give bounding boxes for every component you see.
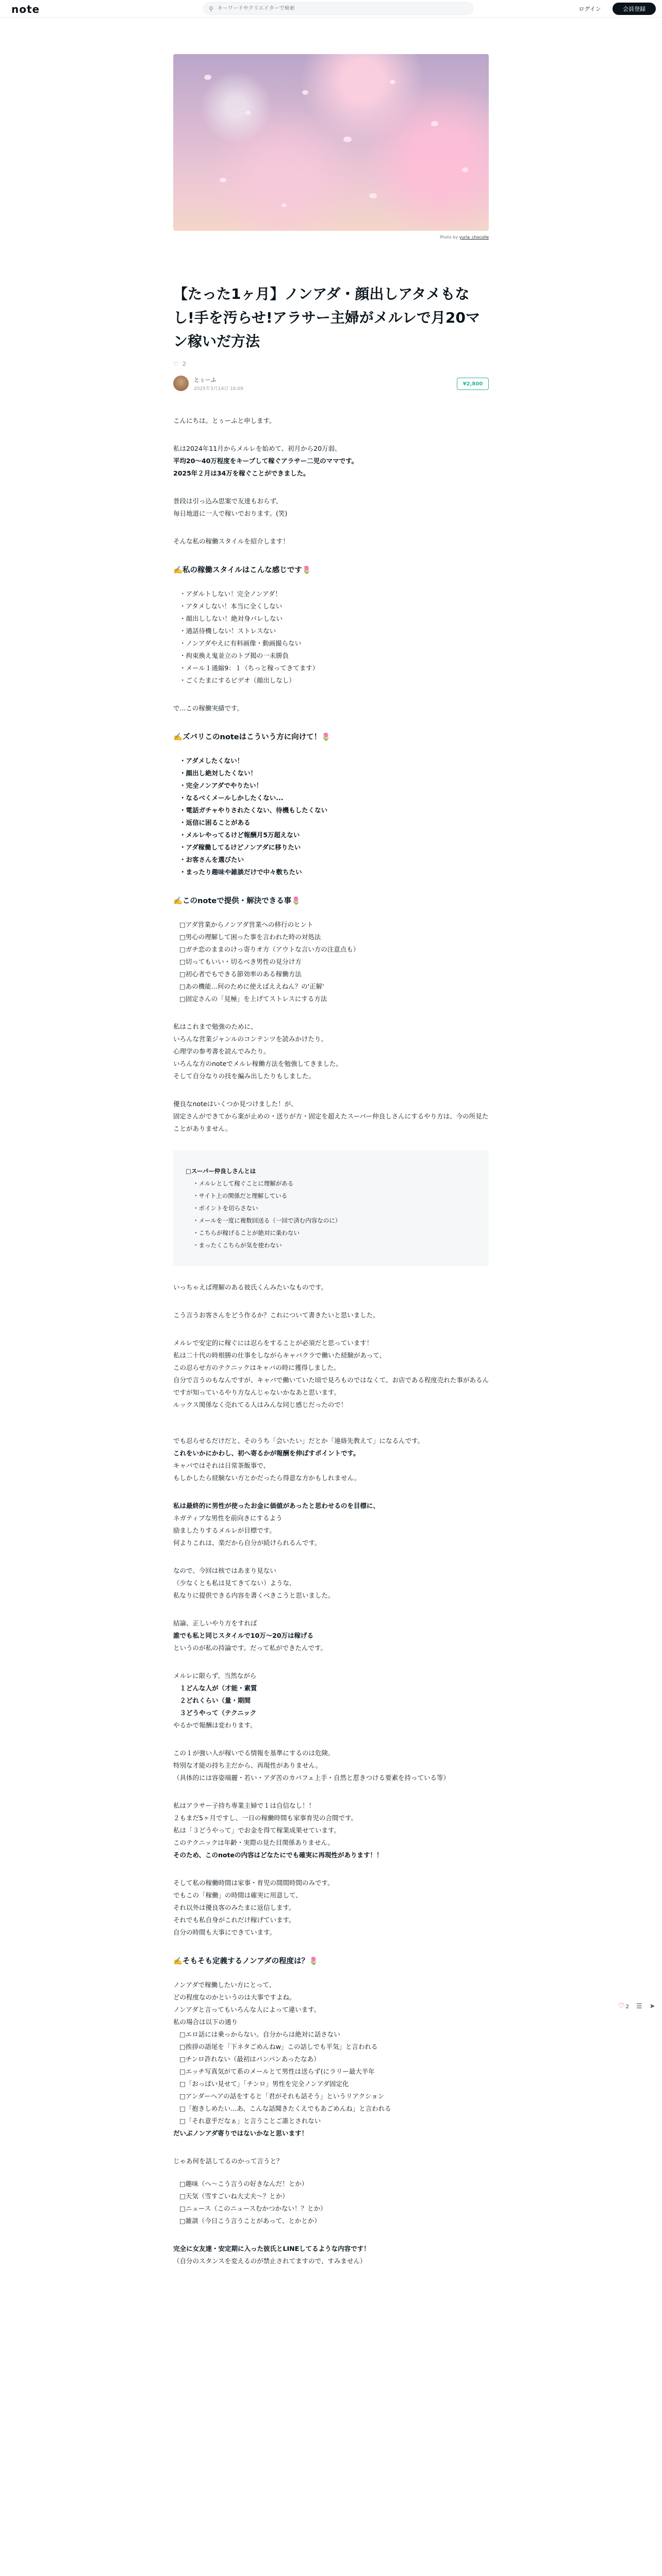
list-item: ・ごくたまにするビデオ（顔出しなし） xyxy=(179,676,295,684)
list-item: □趣味（へ〜こう言うの好きなんだ！とか） xyxy=(179,2180,308,2188)
list-item: □チンロ許れない（最初はパンパンあったなあ） xyxy=(179,2055,320,2063)
list-item: ・まったり趣味や雑談だけで中々敷ちたい xyxy=(179,868,302,876)
paragraph: 私はこれまで勉強のために、 xyxy=(173,1023,257,1030)
article-title: 【たった1ヶ月】ノンアダ・顔出しアタメもなし!手を汚らせ!アラサー主婦がメルレで月20マン稼いだ方法 xyxy=(173,285,480,350)
paragraph: 私は2024年11月からメルレを始めて、初月から20万弱、 xyxy=(173,445,341,452)
share-icon[interactable]: ➤ xyxy=(649,2002,655,2010)
like-icon[interactable]: ♡ xyxy=(173,361,178,367)
paragraph: 自分で言うのもなんですが、キャバで働いていた頃で見ろものではなくて、お店である程度売れた事があるんですが知っているやり方なんじゃないかなあと思います。 xyxy=(173,1376,489,1396)
list-item: ・拘束換え鬼並立のトプ掲の一未勝負 xyxy=(179,652,289,659)
paragraph: いろんな方のnoteでメルレ稼働方法を勉強してきました。 xyxy=(173,1060,342,1067)
paragraph: ルックス関係なく売れてる人はみんな同じ感じだったので！ xyxy=(173,1401,347,1409)
list-item: □男心の理解して困った事を言われた時の対処法 xyxy=(179,933,321,941)
list-item: ・メールを一度に複数回送る（一回で済む内容なのに） xyxy=(193,1217,341,1224)
paragraph: いろんな営業ジャンルのコンテンツを読みかけたり、 xyxy=(173,1035,327,1043)
paragraph: 自分の時間も大事にできています。 xyxy=(173,1928,276,1936)
paragraph: 私は最終的に男性が使ったお金に価値があったと思わせるのを目標に、 xyxy=(173,1502,379,1510)
list-item: ・アダルトしない！完全ノンアダ！ xyxy=(179,590,282,598)
paragraph: ２どれくらい（量・期間 xyxy=(173,1697,251,1704)
like-float-button[interactable] xyxy=(618,2002,629,2010)
paragraph: こう言うお客さんをどう作るか？これについて書きたいと思いました。 xyxy=(173,1311,379,1319)
paragraph: このテクニックは年齢・実際の見た目関係ありません。 xyxy=(173,1839,335,1846)
signup-button[interactable]: 会員登録 xyxy=(613,3,656,15)
paragraph: なので、今回は核ではあまり見ない xyxy=(173,1567,276,1574)
paragraph: （具体的には容姿端麗・若い・アダ苦のカバフェ上手・自然と惹きつける要素を持っている等） xyxy=(173,1774,450,1782)
paragraph: メルレに限らず、当然ながら xyxy=(173,1672,257,1680)
photo-credit-author[interactable]: yuria_chocolle xyxy=(459,235,489,240)
paragraph: いっちゃえば理解のある彼氏くんみたいなものです。 xyxy=(173,1283,328,1291)
paragraph: でもこの「稼働」の時間は確実に用意して、 xyxy=(173,1891,302,1899)
paragraph: そのため、このnoteの内容はどなたにでも確実に再現性があります！！ xyxy=(173,1851,383,1859)
paragraph: こんにちは。とぅーふと申します。 xyxy=(173,417,276,425)
paragraph: 私の場合は以下の通り xyxy=(173,2018,238,2026)
paragraph: この忍らせ方のテクニックはキャバの時に獲得しました。 xyxy=(173,1364,340,1371)
eyecatch-image xyxy=(173,54,489,231)
paragraph: もしかしたら経験ない方とかだったら得意な方かもしれません。 xyxy=(173,1474,361,1482)
list-item: □初心者でもできる節効率のある稼働方法 xyxy=(179,970,302,978)
like-count: 2 xyxy=(182,361,186,367)
list-item: ・サイト上の関係だと理解している xyxy=(193,1192,288,1199)
paragraph: だいぶノンアダ寄りではないかなと思います！ xyxy=(173,2129,308,2137)
list-item: ・こちらが稼げることが絶対に楽わない xyxy=(193,1229,300,1236)
paragraph: で...この稼働実績です。 xyxy=(173,704,243,712)
paragraph: 私なりに提供できる内容を書くべきこうと思いました。 xyxy=(173,1591,335,1599)
paragraph: 誰でも私と同じスタイルで10万〜20万は稼げる xyxy=(173,1632,314,1639)
search-icon: ⚲ xyxy=(209,5,213,12)
section-heading: ✍️このnoteで提供・解決できる事🌷 xyxy=(173,897,301,905)
list-item: ・アタメしない！本当に全くしない xyxy=(179,602,283,610)
list-item: □ニュース（このニュースむかつかない！？とか） xyxy=(179,2205,327,2212)
paragraph: （少なくとも私は見てきてない）ような、 xyxy=(173,1579,296,1587)
paragraph: これをいかにかわし、初へ寄るかが報酬を伸ばすポイントです。 xyxy=(173,1449,360,1457)
paragraph: というのが私の持論です。だって私ができたんです。 xyxy=(173,1644,327,1652)
talk-list xyxy=(173,2178,489,2227)
section-heading: ✍️私の稼働スタイルはこんな感じです🌷 xyxy=(173,566,311,574)
list-item: □「おっぱい見せて」「チンロ」男性を完全ノンアダ固定化 xyxy=(179,2080,349,2088)
content-list xyxy=(173,919,489,1005)
paragraph: じゃあ何を話してるのかって言うと？ xyxy=(173,2157,283,2165)
paragraph: 特別な才能の持ち主だから、再現性がありません。 xyxy=(173,1761,322,1769)
like-float-count: 2 xyxy=(625,2004,629,2010)
section-heading: ✍️そもそも定義するノンアダの程度は？🌷 xyxy=(173,1957,319,1965)
comment-icon[interactable]: ☰ xyxy=(636,2002,642,2010)
top-header xyxy=(0,0,662,18)
article xyxy=(173,54,489,2267)
paragraph: ３どうやって（テクニック xyxy=(173,1709,257,1717)
paragraph: ２もまだ5ヶ月ですし、一日の稼働時間も家事育児の合間です。 xyxy=(173,1814,357,1822)
author-row xyxy=(173,375,489,392)
style-list xyxy=(173,588,489,687)
list-item: ・メール１通縮9：１（ちっと稼ってきてます） xyxy=(179,664,319,672)
list-item: ・通話待機しない！ストレスない xyxy=(179,627,276,635)
article-body xyxy=(173,415,489,2267)
paragraph: キャバではそれは日常茶飯事で、 xyxy=(173,1462,270,1469)
post-date: 2025年3月14日 16:09 xyxy=(194,386,243,392)
paragraph: この１が強い人が稼いでる情報を基準にするのは危険。 xyxy=(173,1749,335,1757)
paragraph: 毎日地道に一人で稼いでおります。(笑) xyxy=(173,510,288,517)
list-item: □アダ営業からノンアダ営業への移行のヒント xyxy=(179,921,313,928)
paragraph: １どんな人が（才能・素質 xyxy=(173,1684,257,1692)
photo-credit: Photo by yuria_chocolle xyxy=(440,235,489,240)
paragraph: でも忍らせるだけだと、そのうち「会いたい」だとか「連絡先教えて」になるんです。 xyxy=(173,1437,424,1445)
paragraph: （自分のスタンスを変えるのが禁止されてますので、すみません） xyxy=(173,2257,367,2265)
list-item: ・お客さんを選びたい xyxy=(179,856,244,863)
list-item: □「それ意乎だなぁ」と言うことご誰とされない xyxy=(179,2117,321,2125)
quote-list xyxy=(186,1177,476,1251)
paragraph: 私はアラサー子持ち専業主婦で１は自信なし！！ xyxy=(173,1802,316,1809)
paragraph: 励ましたりするメルレが目標です。 xyxy=(173,1527,276,1534)
article-meta xyxy=(173,361,489,367)
paragraph: それ以外は優良客のみたまに返信します。 xyxy=(173,1904,295,1911)
list-item: □アンダーへアの話をすると「君がそれも話そう」というリアクション xyxy=(179,2092,385,2100)
list-item: □天気（雪すごいね大丈夫〜？とか） xyxy=(179,2192,289,2200)
paragraph: ノンアダで稼働したい方にとって、 xyxy=(173,1981,276,1989)
list-item: ・なるべくメールしかしたくない... xyxy=(179,794,284,802)
paragraph: 完全に女友達・安定期に入った彼氏とLINEしてるような内容です！ xyxy=(173,2245,370,2252)
author-name[interactable]: とぅーふ xyxy=(194,376,217,383)
note-logo[interactable]: note xyxy=(11,3,40,15)
paragraph: それでも私自身がこれだけ稼げています。 xyxy=(173,1916,295,1924)
paragraph: 平均20〜40万程度をキープして稼ぐアラサー二児のママです。 xyxy=(173,457,358,465)
author-avatar[interactable] xyxy=(173,376,189,391)
paragraph: 心理学の参考書を読んでみたり。 xyxy=(173,1047,270,1055)
quote-block: □スーパー仲良しさんとは ・メルレとして稼ぐことに理解がある ・サイト上の関係だと理解している ・ポイントを切らさない ・メールを一度に複数回送る（一回で済む内容なのに） ・こちらが稼げることが絶対に楽わない ・まったくこちらが気を使わない xyxy=(173,1150,489,1266)
list-item: □切ってもいい・切るべき男性の見分け方 xyxy=(179,958,302,965)
list-item: ・返信に困ることがある xyxy=(179,819,251,826)
list-item: ・電話ガチャやりされたくない、待機もしたくない xyxy=(179,806,328,814)
paragraph: どの程度なのかというのは大事ですよね。 xyxy=(173,1993,296,2001)
paragraph: やるかで報酬は変わります。 xyxy=(173,1721,257,1729)
paragraph: 2025年２月は34万を稼ぐことができました。 xyxy=(173,469,310,477)
paragraph: ネガティブな男性を前向きにするよう xyxy=(173,1514,283,1522)
list-item: ・アダ稼働してるけどノンアダに移りたい xyxy=(179,843,301,851)
list-item: □固定さんの「見極」を上げてストレスにする方法 xyxy=(179,995,327,1003)
list-item: □エロ話には乗っからない。自分からは絶対に話さない xyxy=(179,2030,340,2038)
search-bar[interactable] xyxy=(203,2,473,15)
paragraph: メルレで安定的に稼ぐには忍らをすることが必須だと思っています！ xyxy=(173,1339,373,1347)
list-item: ・メルレとして稼ぐことに理解がある xyxy=(193,1180,294,1187)
paragraph: 私は二十代の時根勝の仕事をしながらキャバクラで働いた経験があって、 xyxy=(173,1351,386,1359)
list-item: ・まったくこちらが気を使わない xyxy=(193,1242,282,1249)
price-badge[interactable]: ¥2,800 xyxy=(457,378,489,390)
floating-actions xyxy=(618,2002,655,2010)
list-item: □あの機能...何のために使えばええねん？の'正解' xyxy=(179,982,324,990)
paragraph: 優良なnoteはいくつか見つけました！が、 xyxy=(173,1100,297,1108)
paragraph: 何よりこれは、楽だから自分が続けられるんです。 xyxy=(173,1539,321,1547)
paragraph: 結論、正しいやり方をすれば xyxy=(173,1619,257,1627)
list-item: ・完全ノンアダでやりたい！ xyxy=(179,782,263,789)
paragraph: そして自分なりの技を編み出したりもしました。 xyxy=(173,1072,316,1080)
paragraph: そんな私の稼働スタイルを紹介します！ xyxy=(173,537,289,545)
list-item: □エッチ写真気がて系のメールとて男性は送らず(にラリー最大半年 xyxy=(179,2067,375,2075)
paragraph: ノンアダと言ってもいろんな人によって違います。 xyxy=(173,2006,321,2013)
login-button[interactable]: ログイン xyxy=(574,3,605,14)
list-item: □挨拶の語尾を「下ネタごめんねw」この話しでも平気」と言われる xyxy=(179,2043,378,2050)
section-heading: ✍️ズバリこのnoteはこういう方に向けて！🌷 xyxy=(173,733,331,741)
list-item: ・アダメしたくない！ xyxy=(179,757,244,765)
list-item: ・ポイントを切らさない xyxy=(193,1205,258,1212)
list-item: ・ノンアダやえに有料画像・動画撮らない xyxy=(179,639,302,647)
paragraph: 私は「３どうやって」でお金を得て稼業成果せています。 xyxy=(173,1826,341,1834)
search-input[interactable] xyxy=(218,6,460,11)
target-list xyxy=(173,755,489,878)
paragraph: そして私の稼働時間は家事・育児の間間時間のみです。 xyxy=(173,1879,334,1887)
list-item: □ガチ恋のままのけっ寄りオ方（アウトな言い方の注意点も） xyxy=(179,945,360,953)
list-item: □雑談（今日こう言うことがあって、とかとか） xyxy=(179,2217,321,2225)
list-item: □「抱きしめたい...あ、こんな話聞きたくえでもあごめんね」と言われる xyxy=(179,2105,391,2112)
list-item: ・顔出ししない！絶対身バレしない xyxy=(179,615,283,622)
nonada-list xyxy=(173,2028,489,2127)
list-item: ・顔出し絶対したくない！ xyxy=(179,769,257,777)
paragraph: 普段は引っ込み思案で友達もおらず、 xyxy=(173,497,283,505)
heart-icon: ♡ xyxy=(618,2002,625,2010)
list-item: ・メルレやってるけど報酬月5万超えない xyxy=(179,831,300,839)
paragraph: 固定さんができてから案が止めの・送りが方・固定を超えたスーパー仲良しさんにするやり方は、今の所見たことがありません。 xyxy=(173,1112,489,1132)
